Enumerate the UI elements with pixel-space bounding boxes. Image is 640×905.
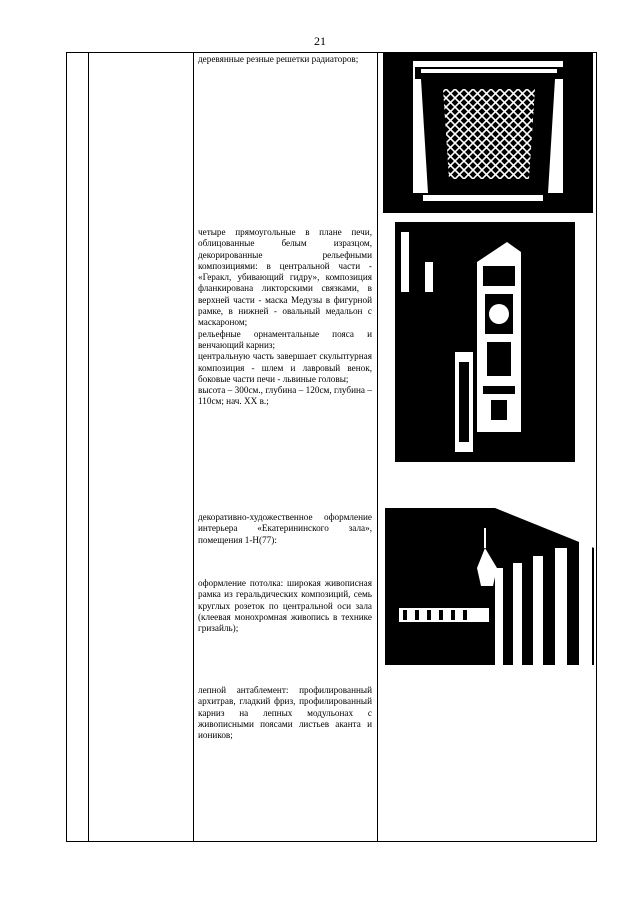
paragraph: четыре прямоугольные в плане печи, облицованные белым изразцом, декорированные рельефными композициями: в центральной части - «Геракл, убивающий гидру», композиция фланкирована ликторскими связками, в верхней части - маска Медузы в фигурной рамке, в нижней - овальный медальон с маскароном; (198, 227, 372, 328)
column-divider (377, 53, 378, 841)
text-block-ceiling (198, 578, 372, 634)
page-number: 21 (314, 34, 326, 48)
photo-tiled-stove (395, 222, 575, 462)
paragraph: оформление потолка: широкая живописная рамка из геральдических композиций, семь круглых розеток по центральной оси зала (клеевая монохромная живопись в технике гризайль); (198, 578, 372, 634)
paragraph: деревянные резные решетки радиаторов; (198, 54, 359, 64)
paragraph: высота – 300см., глубина – 120см, глубина – 110см; нач. XX в.; (198, 385, 372, 407)
column-divider (88, 53, 89, 841)
text-block-stoves (198, 227, 372, 408)
paragraph: центральную часть завершает скульптурная композиция - шлем и лавровый венок, боковые части печи - львиные головы; (198, 351, 372, 384)
text-block-entablature (198, 685, 372, 741)
text-block-radiator-grilles (198, 54, 372, 65)
paragraph: лепной антаблемент: профилированный архитрав, гладкий фриз, профилированный карниз на лепных модульонах с живописными поясами листьев аканта и иоников; (198, 685, 372, 741)
paragraph: декоративно-художественное оформление интерьера «Екатерининского зала», помещения 1-Н(77): (198, 512, 372, 545)
photo-catherine-hall (385, 508, 594, 665)
text-block-hall-decoration (198, 512, 372, 546)
photo-radiator-grille (383, 53, 593, 213)
column-divider (193, 53, 194, 841)
paragraph: рельефные орнаментальные пояса и венчающий карниз; (198, 328, 372, 350)
